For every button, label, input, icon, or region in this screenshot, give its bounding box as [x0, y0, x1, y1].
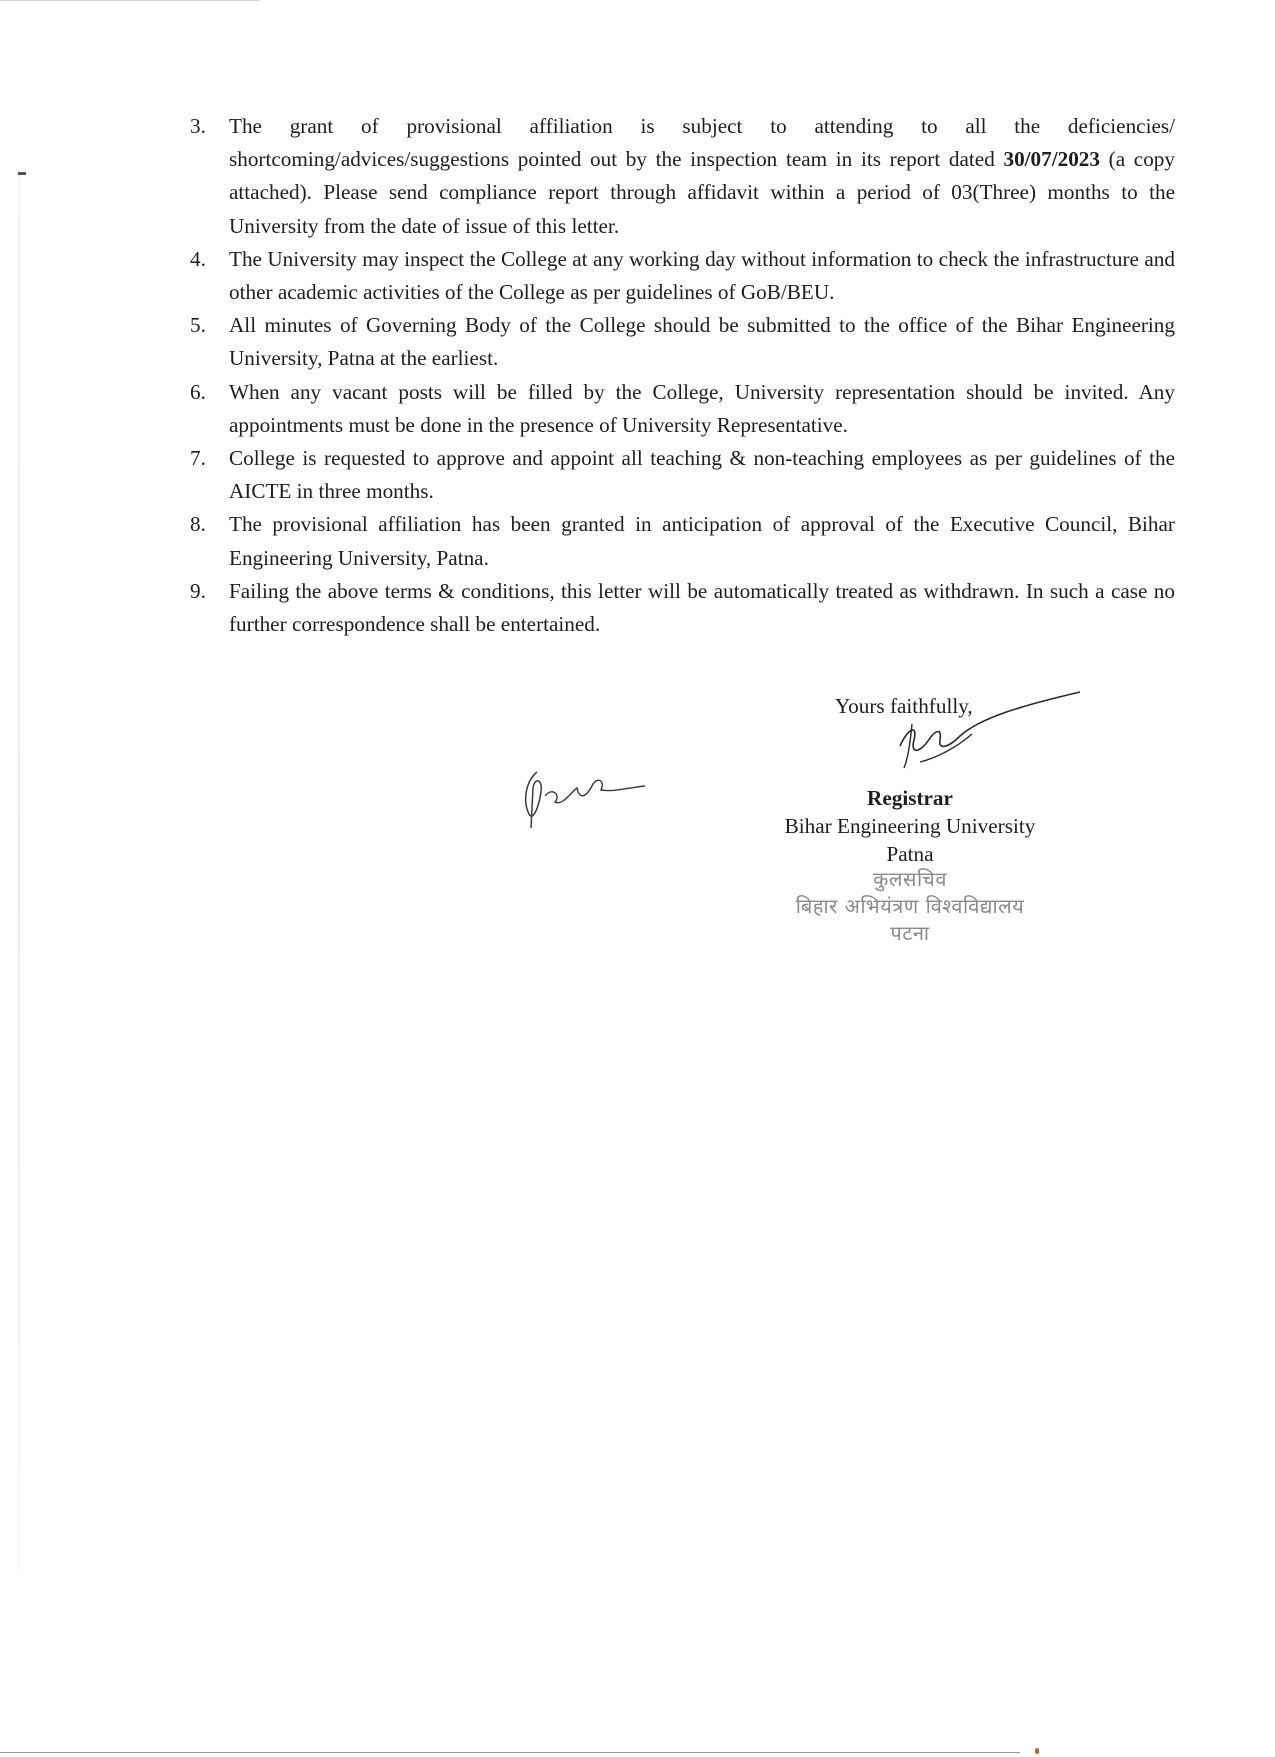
- scan-artifact-left-tick: [18, 172, 26, 175]
- term-item-3: [190, 110, 1175, 243]
- term-text: All minutes of Governing Body of the College should be submitted to the office of the Bihar Engineering University, Patna at the earliest.: [229, 313, 1175, 371]
- term-number: 9.: [190, 578, 206, 603]
- scan-artifact-bottom: [0, 1752, 1020, 1753]
- term-item-7: [190, 442, 1175, 508]
- term-text: [229, 114, 1175, 238]
- term-text: The provisional affiliation has been granted in anticipation of approval of the Executive Council, Bihar Engineering University, Patna.: [229, 512, 1175, 570]
- term-item-9: [190, 575, 1175, 641]
- term-text: The University may inspect the College at any working day without information to check the infrastructure and other academic activities of the College as per guidelines of GoB/BEU.: [229, 246, 1175, 305]
- signatory-organization: Bihar Engineering University: [784, 814, 1036, 838]
- official-stamp: [740, 866, 1080, 947]
- term-item-5: [190, 309, 1175, 375]
- initials-signature: [515, 762, 655, 832]
- term-number: 5.: [190, 313, 206, 338]
- signatory-city: Patna: [886, 842, 934, 866]
- signatory-title: Registrar: [867, 786, 953, 810]
- term-text-part: (a copy attached). Please send compliance report through affidavit within a period of 03(Three) months to the University from the date of issue of this letter.: [229, 147, 1175, 238]
- terms-list: [190, 110, 1175, 641]
- term-text: Failing the above terms & conditions, this letter will be automatically treated as withdrawn. In such a case no further correspondence shall be entertained.: [229, 578, 1175, 637]
- term-text: College is requested to approve and appoint all teaching & non-teaching employees as per guidelines of the AICTE in three months.: [229, 446, 1175, 504]
- term-number: 7.: [190, 446, 206, 471]
- term-item-4: [190, 243, 1175, 309]
- closing-salutation: Yours faithfully,: [835, 694, 973, 718]
- scan-artifact-left-edge: [18, 170, 20, 1570]
- term-item-8: [190, 508, 1175, 574]
- term-text-part: The grant of provisional affiliation is subject to attending to all the deficiencies/ shortcoming/advices/suggestions pointed out by the inspection team in its report dated: [229, 114, 1175, 172]
- term-number: 4.: [190, 246, 206, 271]
- term-number: 3.: [190, 114, 206, 138]
- term-item-6: [190, 376, 1175, 442]
- stamp-line: बिहार अभियंत्रण विश्वविद्यालय: [795, 894, 1025, 918]
- signatory-block: [740, 784, 1080, 868]
- term-number: 6.: [190, 379, 206, 404]
- stamp-line: पटना: [890, 921, 930, 945]
- term-text: When any vacant posts will be filled by the College, University representation should be invited. Any appointments must be done in the presence of University Representative.: [229, 379, 1175, 437]
- registrar-signature: [890, 688, 1090, 778]
- scan-artifact-top: [0, 0, 260, 1]
- scan-artifact-dot: [1035, 1748, 1039, 1754]
- report-date: 30/07/2023: [1003, 147, 1100, 172]
- term-number: 8.: [190, 512, 206, 537]
- stamp-line: कुलसचिव: [873, 867, 947, 891]
